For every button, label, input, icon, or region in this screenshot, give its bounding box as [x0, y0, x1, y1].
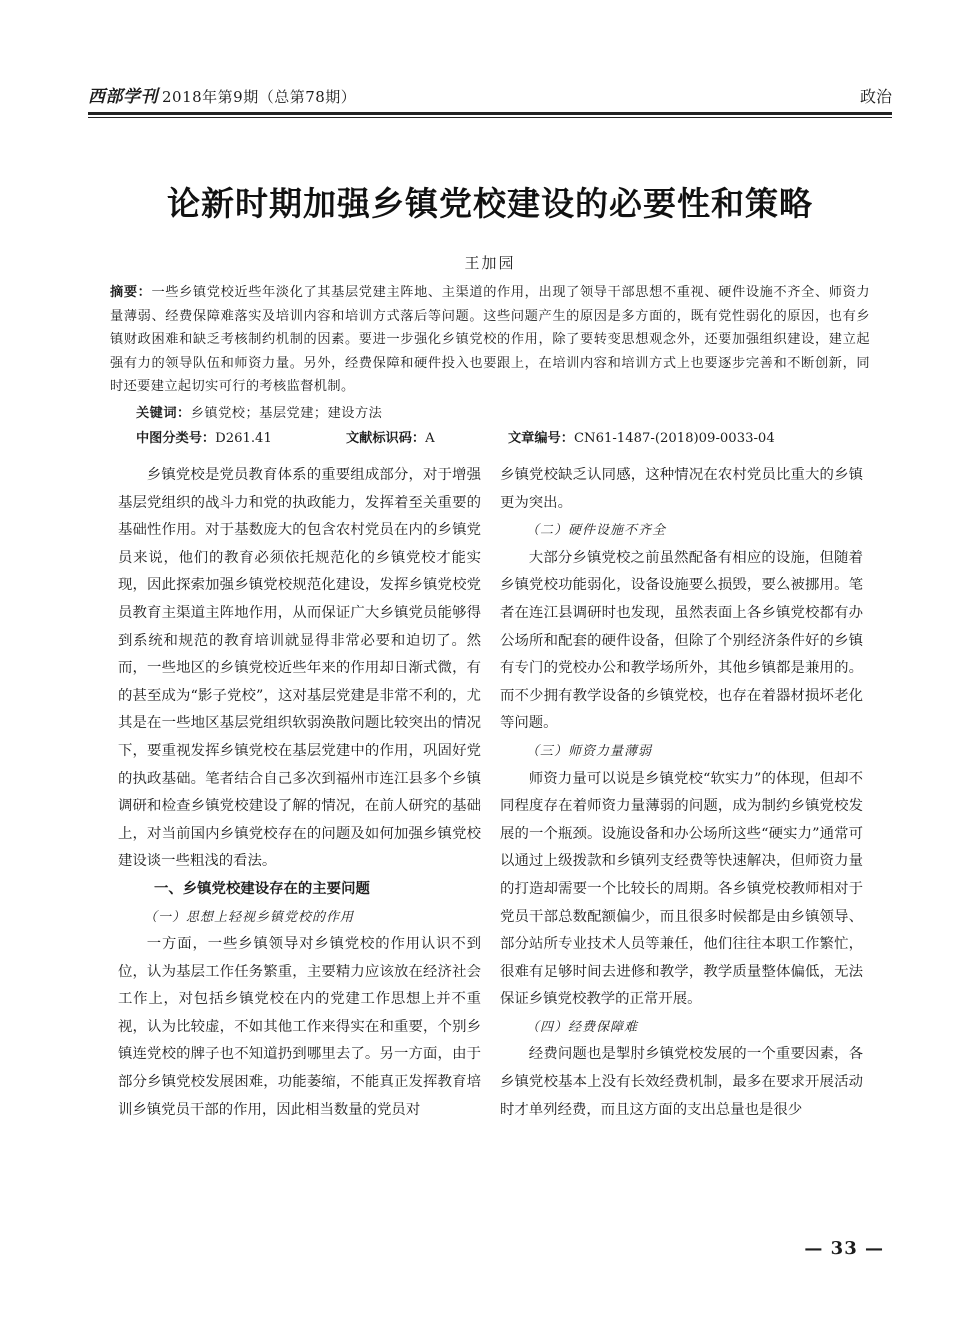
- subsection-heading: （一）思想上轻视乡镇党校的作用: [144, 909, 355, 925]
- body-paragraph: 大部分乡镇党校之前虽然配备有相应的设施，但随着乡镇党校功能弱化，设备设施要么损毁，要么被挪用。笔者在连江县调研时也发现，虽然表面上各乡镇党校都有办公场所和配套的硬件设备，但除了个别经济条件好的乡镇有专门的党校办公和教学场所外，其他乡镇都是兼用的。而不少拥有教学设备的乡镇党校，也存在着器材损坏老化等问题。: [500, 549, 863, 732]
- abstract: [110, 281, 870, 399]
- abstract-text: 一些乡镇党校近些年淡化了其基层党建主阵地、主渠道的作用，出现了领导干部思想不重视、硬件设施不齐全、师资力量薄弱、经费保障难落实及培训内容和培训方式落后等问题。这些问题产生的原因是多方面的，既有党性弱化的原因，也有乡镇财政困难和缺乏考核制约机制的因素。要进一步强化乡镇党校的作用，除了要转变思想观念外，还要加强组织建设，建立起强有力的领导队伍和师资力量。另外，经费保障和硬件投入也要跟上，在培训内容和培训方式上也要逐步完善和不断创新，同时还要建立起切实可行的考核监督机制。: [110, 285, 870, 394]
- subsection-heading: （二）硬件设施不齐全: [526, 523, 667, 539]
- abstract-label: 摘要：: [110, 285, 152, 300]
- issue-info: 2018年第9期（总第78期）: [162, 88, 357, 106]
- clc-number: [136, 427, 272, 446]
- header-rule: [88, 112, 892, 115]
- subsection-heading: （四）经费保障难: [526, 1019, 639, 1035]
- doc-label: 文献标识码：: [346, 431, 426, 446]
- page-number: — 33 —: [804, 1238, 884, 1259]
- left-column: [118, 462, 481, 1124]
- clc-label: 中图分类号：: [136, 431, 216, 446]
- author-name: 王加园: [464, 254, 516, 272]
- right-column: [500, 462, 863, 1124]
- running-header: [88, 82, 892, 108]
- journal-issue: [88, 82, 356, 107]
- section-heading: 一、乡镇党校建设存在的主要问题: [153, 880, 370, 897]
- body-paragraph: 乡镇党校缺乏认同感，这种情况在农村党员比重大的乡镇更为突出。: [500, 467, 863, 511]
- subsection-heading: （三）师资力量薄弱: [526, 743, 653, 759]
- journal-logo: 西部学刊: [88, 87, 158, 107]
- body-paragraph: 师资力量可以说是乡镇党校“软实力”的体现，但却不同程度存在着师资力量薄弱的问题，成为制约乡镇党校发展的一个瓶颈。设施设备和办公场所这些“硬实力”通常可以通过上级拨款和乡镇列支经费等快速解决，但师资力量的打造却需要一个比较长的周期。各乡镇党校教师相对于党员干部总数配额偏少，而且很多时候都是由乡镇领导、部分站所专业技术人员等兼任，他们往往本职工作繁忙，很难有足够时间去进修和教学，教学质量整体偏低，无法保证乡镇党校教学的正常开展。: [500, 770, 863, 1008]
- doc-value: A: [425, 431, 435, 446]
- art-label: 文章编号：: [508, 431, 574, 446]
- body-paragraph: 经费问题也是掣肘乡镇党校发展的一个重要因素，各乡镇党校基本上没有长效经费机制，最多在要求开展活动时才单列经费，而且这方面的支出总量也是很少: [500, 1046, 863, 1118]
- clc-value: D261.41: [215, 431, 272, 446]
- article-meta: [136, 427, 870, 447]
- body-paragraph: 乡镇党校是党员教育体系的重要组成部分，对于增强基层党组织的战斗力和党的执政能力，发挥着至关重要的基础性作用。对于基数庞大的包含农村党员在内的乡镇党员来说，他们的教育必须依托规范化的乡镇党校才能实现，因此探索加强乡镇党校规范化建设，发挥乡镇党校党员教育主渠道主阵地作用，从而保证广大乡镇党员能够得到系统和规范的教育培训就显得非常必要和迫切了。然而，一些地区的乡镇党校近些年来的作用却日渐式微，有的甚至成为“影子党校”，这对基层党建是非常不利的，尤其是在一些地区基层党组织软弱涣散问题比较突出的情况下，要重视发挥乡镇党校在基层党建中的作用，巩固好党的执政基础。笔者结合自己多次到福州市连江县多个乡镇调研和检查乡镇党校建设了解的情况，在前人研究的基础上，对当前国内乡镇党校存在的问题及如何加强乡镇党校建设谈一些粗浅的看法。: [118, 467, 481, 870]
- keywords-text: 乡镇党校；基层党建；建设方法: [190, 406, 383, 421]
- keywords-label: 关键词：: [136, 406, 191, 421]
- article-title: 论新时期加强乡镇党校建设的必要性和策略: [167, 184, 813, 223]
- art-value: CN61-1487-(2018)09-0033-04: [573, 431, 775, 446]
- doc-code: [346, 427, 435, 446]
- keywords: [136, 402, 382, 421]
- body-paragraph: 一方面，一些乡镇领导对乡镇党校的作用认识不到位，认为基层工作任务繁重，主要精力应该放在经济社会工作上，对包括乡镇党校在内的党建工作思想上并不重视，认为比较虚，不如其他工作来得实在和重要，个别乡镇连党校的牌子也不知道扔到哪里去了。另一方面，由于部分乡镇党校发展困难，功能萎缩，不能真正发挥教育培训乡镇党员干部的作用，因此相当数量的党员对: [118, 936, 481, 1118]
- header-rule-thin: [88, 117, 892, 118]
- section-label: 政治: [859, 87, 892, 106]
- article-number: [508, 427, 775, 446]
